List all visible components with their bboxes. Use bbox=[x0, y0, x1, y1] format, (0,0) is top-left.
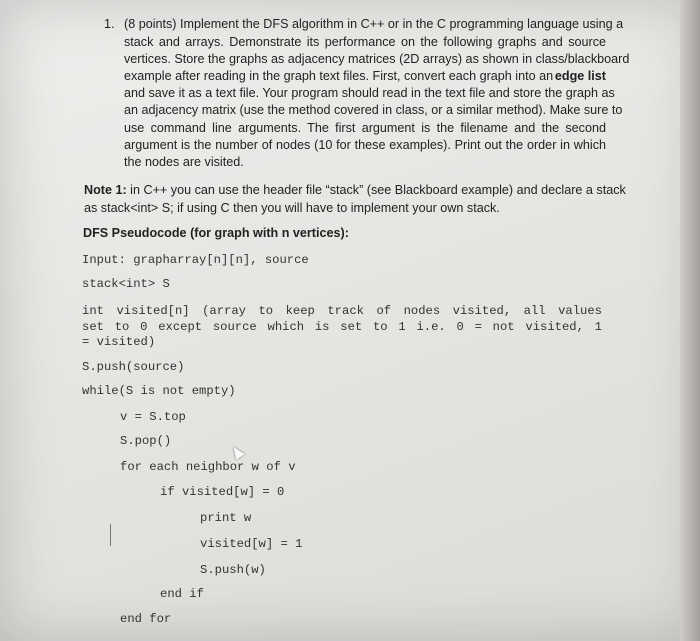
question-number: 1. bbox=[104, 17, 115, 31]
page-edge bbox=[680, 0, 700, 641]
code-stack-decl: stack<int> S bbox=[82, 277, 170, 291]
edge-list-term: edge list bbox=[554, 69, 606, 83]
question-line-7: use command line arguments. The first argument is the filename and the second bbox=[124, 121, 606, 135]
code-visited-1: int visited[n] (array to keep track of nodes visited, all values bbox=[82, 304, 602, 318]
code-set-visited: visited[w] = 1 bbox=[200, 537, 303, 551]
code-print: print w bbox=[200, 511, 252, 525]
question-line-4 bbox=[124, 69, 606, 83]
question-line-6: an adjacency matrix (use the method covered in class, or a similar method). Make sure to bbox=[124, 103, 623, 117]
question-line-4-text: example after reading in the graph text files. First, convert each graph into an bbox=[124, 69, 554, 83]
code-if: if visited[w] = 0 bbox=[160, 485, 285, 499]
question-line-3: vertices. Store the graphs as adjacency matrices (2D arrays) as shown in class/blackboard bbox=[124, 52, 630, 66]
code-visited-2: set to 0 except source which is set to 1 i.e. 0 = not visited, 1 bbox=[82, 320, 602, 334]
note-label: Note 1: bbox=[84, 183, 127, 197]
code-while: while(S is not empty) bbox=[82, 384, 236, 398]
code-input: Input: grapharray[n][n], source bbox=[82, 253, 309, 267]
question-line-8: argument is the number of nodes (10 for these examples). Print out the order in which bbox=[124, 138, 606, 152]
question-line-5: and save it as a text file. Your program should read in the text file and store the graph as bbox=[124, 86, 615, 100]
code-push-w: S.push(w) bbox=[200, 563, 266, 577]
question-line-2: stack and arrays. Demonstrate its performance on the following graphs and source bbox=[124, 35, 606, 49]
pseudocode-title: DFS Pseudocode (for graph with n vertices): bbox=[83, 226, 349, 240]
code-pop: S.pop() bbox=[120, 434, 172, 448]
note-line-2: as stack<int> S; if using C then you will have to implement your own stack. bbox=[84, 201, 500, 215]
code-top: v = S.top bbox=[120, 410, 186, 424]
question-line-1: (8 points) Implement the DFS algorithm in C++ or in the C programming language using a bbox=[124, 17, 624, 31]
code-end-if: end if bbox=[160, 587, 204, 601]
mouse-pointer-icon bbox=[229, 444, 244, 460]
code-push-source: S.push(source) bbox=[82, 360, 185, 374]
code-end-for: end for bbox=[120, 612, 172, 626]
code-visited-3: = visited) bbox=[82, 335, 156, 349]
code-for: for each neighbor w of v bbox=[120, 460, 296, 474]
note-text-1: in C++ you can use the header file “stack” (see Blackboard example) and declare a stack bbox=[126, 183, 626, 197]
question-line-9: the nodes are visited. bbox=[124, 155, 244, 169]
note-line-1 bbox=[84, 183, 626, 197]
text-cursor bbox=[110, 524, 111, 546]
